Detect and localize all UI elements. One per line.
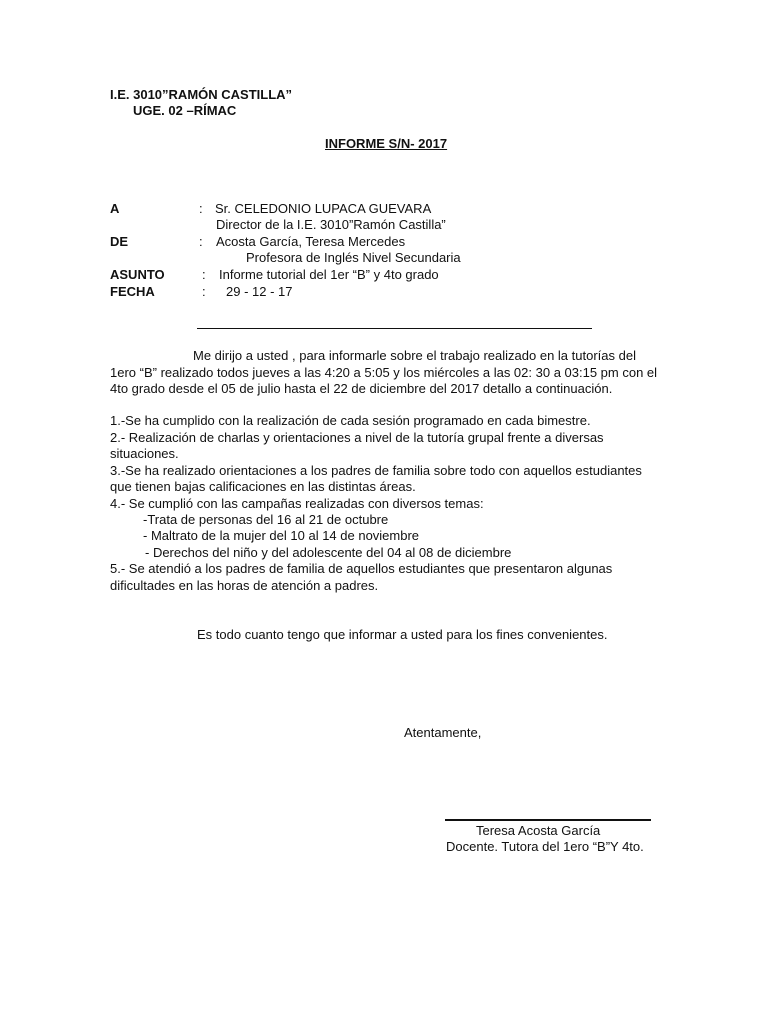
field-date-label: FECHA: [110, 284, 155, 299]
school-name: I.E. 3010”RAMÓN CASTILLA”: [110, 87, 293, 102]
signer-role: Docente. Tutora del 1ero “B”Y 4to.: [446, 839, 644, 854]
campaign-item-2: - Maltrato de la mujer del 10 al 14 de noviembre: [143, 528, 420, 543]
field-to-value-2: Director de la I.E. 3010”Ramón Castilla”: [216, 217, 446, 232]
field-subject-label: ASUNTO: [110, 267, 165, 282]
campaign-item-1: -Trata de personas del 16 al 21 de octubre: [143, 512, 389, 527]
list-item-2-line-2: situaciones.: [110, 446, 179, 461]
intro-line-1: Me dirijo a usted , para informarle sobre el trabajo realizado en la tutorías del: [193, 348, 636, 363]
list-item-1: 1.-Se ha cumplido con la realización de cada sesión programado en cada bimestre.: [110, 413, 591, 428]
campaign-item-3: - Derechos del niño y del adolescente del 04 al 08 de diciembre: [145, 545, 512, 560]
list-item-4: 4.- Se cumplió con las campañas realizadas con diversos temas:: [110, 496, 484, 511]
field-from-label: DE: [110, 234, 129, 249]
ugel-name: UGE. 02 –RÍMAC: [133, 103, 237, 118]
list-item-2-line-1: 2.- Realización de charlas y orientaciones a nivel de la tutoría grupal frente a diversas: [110, 430, 604, 445]
closing-text: Es todo cuanto tengo que informar a usted para los fines convenientes.: [197, 627, 608, 642]
field-from-colon: :: [199, 234, 203, 249]
report-title: INFORME S/N- 2017: [325, 136, 448, 151]
signature-line: [445, 819, 651, 821]
intro-line-3: 4to grado desde el 05 de julio hasta el 22 de diciembre del 2017 detallo a continuación.: [110, 381, 613, 396]
field-subject-value: Informe tutorial del 1er “B” y 4to grado: [219, 267, 439, 282]
field-date-colon: :: [202, 284, 206, 299]
list-item-5-line-1: 5.- Se atendió a los padres de familia de aquellos estudiantes que presentaron algunas: [110, 561, 613, 576]
regards-text: Atentamente,: [404, 725, 482, 740]
field-to-label: A: [110, 201, 120, 216]
list-item-3-line-2: que tienen bajas calificaciones en las distintas áreas.: [110, 479, 416, 494]
field-from-value: Acosta García, Teresa Mercedes: [216, 234, 406, 249]
field-to-value: Sr. CELEDONIO LUPACA GUEVARA: [215, 201, 432, 216]
signer-name: Teresa Acosta García: [476, 823, 601, 838]
field-date-value: 29 - 12 - 17: [226, 284, 293, 299]
header-separator: [197, 328, 592, 329]
list-item-5-line-2: dificultades en las horas de atención a padres.: [110, 578, 379, 593]
list-item-3-line-1: 3.-Se ha realizado orientaciones a los padres de familia sobre todo con aquellos estudiantes: [110, 463, 642, 478]
field-to-colon: :: [199, 201, 203, 216]
intro-line-2: 1ero “B” realizado todos jueves a las 4:20 a 5:05 y los miércoles a las 02: 30 a 03:15 pm con el: [110, 365, 658, 380]
field-from-value-2: Profesora de Inglés Nivel Secundaria: [246, 250, 461, 265]
field-subject-colon: :: [202, 267, 206, 282]
